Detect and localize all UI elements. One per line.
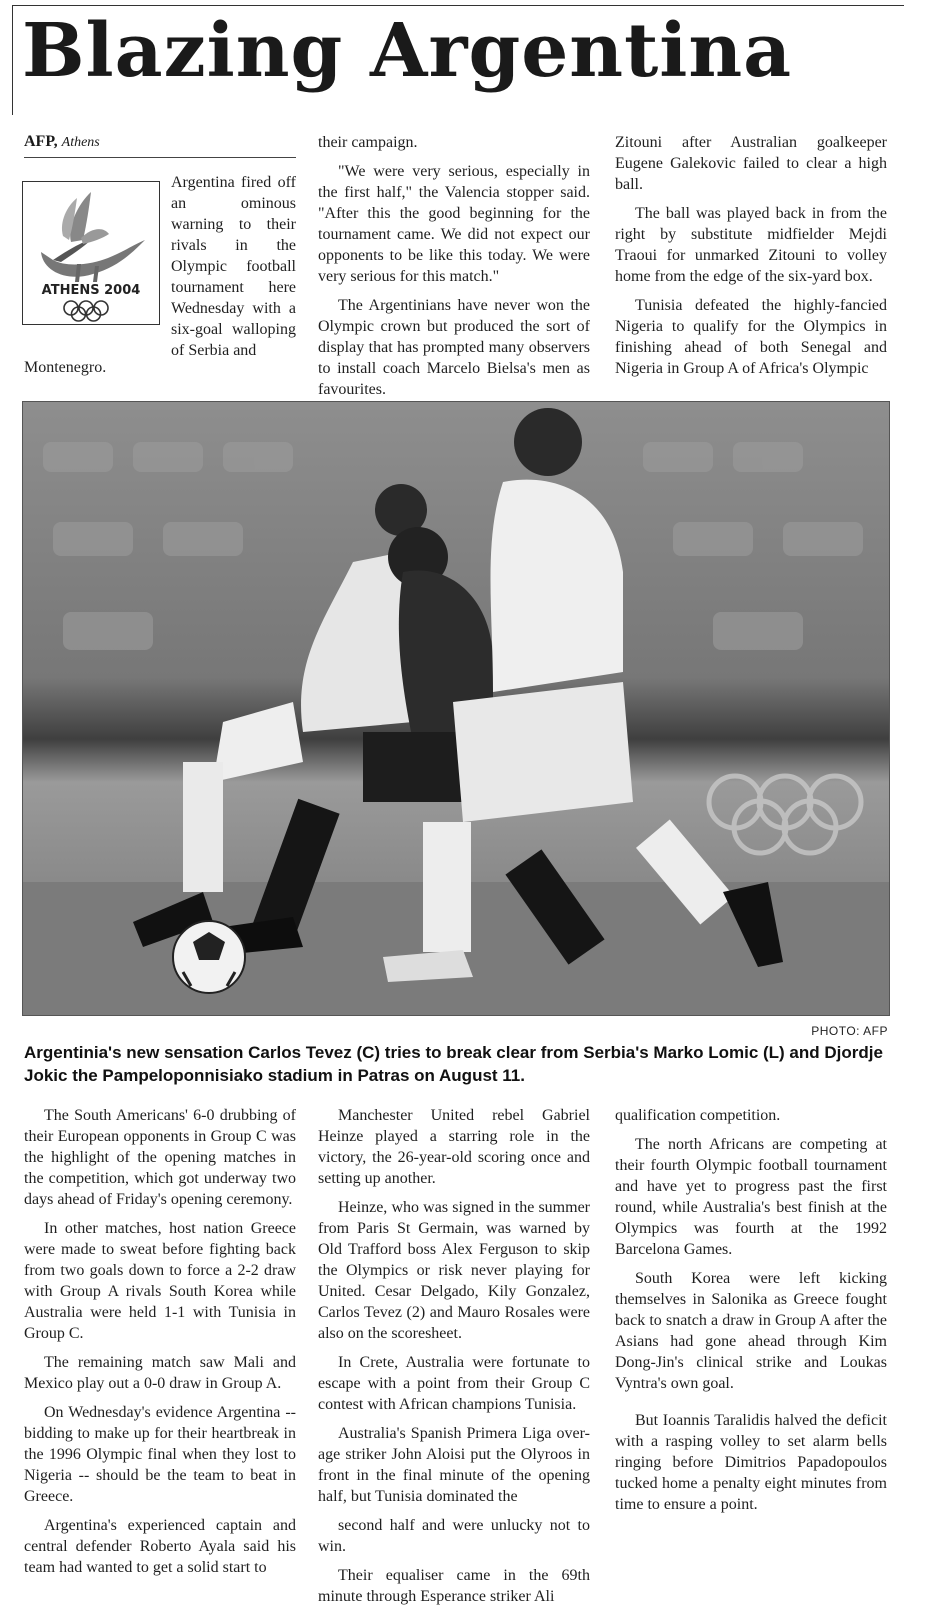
paragraph: On Wednesday's evidence Argentina -- bidding to make up for their heartbreak in the 1996 Olympic final when they lost to Nigeria -- should be the team to beat in Greece.: [24, 1404, 296, 1505]
football-icon: [173, 921, 245, 993]
lead-text: Argentina fired off an ominous warning to their rivals in the Olympic football tournament here Wednesday with a six-goal walloping of Serbia and: [171, 174, 296, 359]
paragraph: Tunisia defeated the highly-fancied Nigeria to qualify for the Olympics in finishing ahead of both Senegal and Nigeria in Group A of Africa's Olympic: [615, 297, 887, 377]
column-2-top: [318, 132, 590, 408]
paragraph: "We were very serious, especially in the first half," the Valencia stopper said. "After this the good beginning for the tournament came. We did not expect our opponents to be like this today. We were very serious for this match.": [318, 163, 590, 285]
match-photo: [22, 401, 890, 1016]
paragraph: Their equaliser came in the 69th minute through Esperance striker Ali: [318, 1567, 590, 1605]
paragraph: The South Americans' 6-0 drubbing of their European opponents in Group C was the highlight of the opening matches in the competition, which got underway two days ahead of Friday's opening ceremony.: [24, 1107, 296, 1208]
paragraph: second half and were unlucky not to win.: [318, 1517, 590, 1555]
byline-place: Athens: [61, 135, 100, 150]
football-players-image: [23, 402, 889, 1015]
paragraph: In Crete, Australia were fortunate to escape with a point from their Group C contest with African champions Tunisia.: [318, 1354, 590, 1413]
byline: [24, 132, 296, 158]
paragraph: In other matches, host nation Greece were made to sweat before fighting back from two goals down to force a 2-2 draw with Group A rivals South Korea while Australia were held 1-1 with Tunisia in Group C.: [24, 1220, 296, 1342]
paragraph: Australia's Spanish Primera Liga over-age striker John Aloisi put the Olyroos in front in the final minute of the opening half, but Tunisia dominated the: [318, 1425, 590, 1505]
paragraph: The remaining match saw Mali and Mexico play out a 0-0 draw in Group A.: [24, 1354, 296, 1392]
left-rule: [12, 5, 13, 115]
olympic-rings-icon: [64, 301, 108, 321]
paragraph: their campaign.: [318, 134, 418, 151]
byline-agency: AFP,: [24, 133, 58, 150]
column-3-bottom: [615, 1105, 887, 1523]
athens-2004-logo: [22, 181, 160, 325]
photo-caption: Argentinia's new sensation Carlos Tevez (C) tries to break clear from Serbia's Marko Lomic (L) and Djordje Jokic the Pampeloponnisiako stadium in Patras on August 11.: [24, 1043, 883, 1085]
lead-paragraph: [171, 172, 296, 369]
paragraph: Argentina's experienced captain and central defender Roberto Ayala said his team had wanted to get a solid start to: [24, 1517, 296, 1576]
headline: Blazing Argentina: [22, 8, 793, 94]
paragraph: Zitouni after Australian goalkeeper Eugene Galekovic failed to clear a high ball.: [615, 134, 887, 193]
logo-text: ATHENS 2004: [41, 283, 141, 298]
photo-credit: PHOTO: AFP: [811, 1024, 888, 1038]
paragraph: Manchester United rebel Gabriel Heinze played a starring role in the victory, the 26-year-old scoring once and setting up another.: [318, 1107, 590, 1187]
paragraph: South Korea were left kicking themselves in Salonika as Greece fought back to snatch a draw in Group A after the Asians had gone ahead through Kim Dong-Jin's clinical strike and Loukas Vyntra's own goal.: [615, 1270, 887, 1392]
top-rule: [12, 5, 904, 6]
paragraph: The north Africans are competing at their fourth Olympic football tournament and have yet to progress past the first round, while Australia's best finish at the Olympics was fourth at the 1992 Barcelona Games.: [615, 1136, 887, 1258]
paragraph: The ball was played back in from the right by substitute midfielder Mejdi Traoui for unmarked Zitouni to volley home from the edge of the six-yard box.: [615, 205, 887, 285]
paragraph: qualification competition.: [615, 1107, 781, 1124]
paragraph: Heinze, who was signed in the summer from Paris St Germain, was warned by Old Trafford boss Alex Ferguson to skip the Olympics or risk never playing for United. Cesar Delgado, Kily Gonzalez, Carlos Tevez (2) and Mauro Rosales were also on the scoresheet.: [318, 1199, 590, 1342]
lead-tail: Montenegro.: [24, 359, 107, 376]
paragraph: But Ioannis Taralidis halved the deficit with a rasping volley to set alarm bells ringing before Dimitrios Papadopoulos tucked home a penalty eight minutes from time to ensure a point.: [615, 1412, 887, 1513]
athens-2004-emblem-icon: [23, 182, 159, 324]
column-2-bottom: [318, 1105, 590, 1615]
column-3-top: [615, 132, 887, 387]
paragraph: The Argentinians have never won the Olympic crown but produced the sort of display that has prompted many observers to install coach Marcelo Bielsa's men as favourites.: [318, 297, 590, 398]
column-1-bottom: [24, 1105, 296, 1586]
